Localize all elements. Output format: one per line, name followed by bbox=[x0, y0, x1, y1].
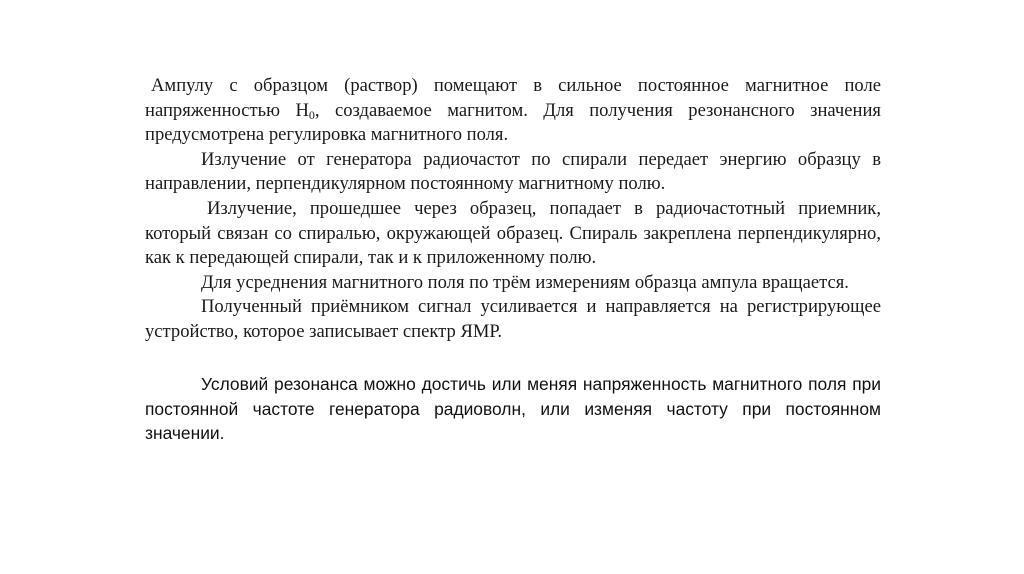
paragraph-ampoule bbox=[145, 74, 881, 148]
paragraph-receiver: Излучение, прошедшее через образец, попадает в радиочастотный приемник, который связан со спиралью, окружающей образец. Спираль закреплена перпендикулярно, как к передающей спирали, так и к приложенному полю. bbox=[145, 197, 881, 269]
resonance-text-block bbox=[145, 372, 881, 446]
main-text-block bbox=[145, 74, 881, 345]
paragraph-generator: Излучение от генератора радиочастот по спирали передает энергию образцу в направлении, перпендикулярном постоянному магнитному полю. bbox=[145, 148, 881, 195]
paragraph-resonance: Условий резонанса можно достичь или меняя напряженность магнитного поля при постоянной частоте генератора радиоволн, или изменяя частоту при постоянном значении. bbox=[145, 374, 881, 444]
paragraph-ampoule-text-start: Ампулу с образцом (раствор) помещают в сильное постоянное магнитное поле напряженностью H bbox=[145, 75, 881, 121]
paragraph-ampoule-text-end: , создаваемое магнитом. Для получения резонансного значения предусмотрена регулировка магнитного поля. bbox=[145, 99, 881, 146]
paragraph-signal: Полученный приёмником сигнал усиливается и направляется на регистрирующее устройство, которое записывает спектр ЯМР. bbox=[145, 296, 881, 342]
subscript-zero: 0 bbox=[308, 107, 315, 122]
paragraph-rotation: Для усреднения магнитного поля по трём измерениям образца ампула вращается. bbox=[201, 271, 849, 293]
